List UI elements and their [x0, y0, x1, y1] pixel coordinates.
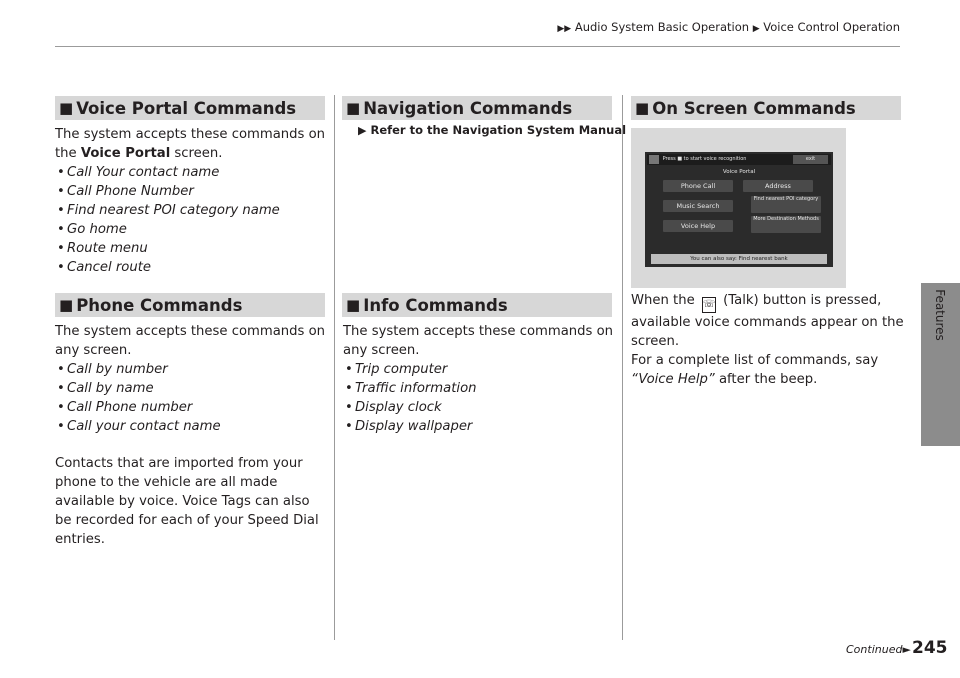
reference-arrow-icon: ▶ [358, 124, 367, 137]
music-search-button[interactable]: Music Search [663, 200, 733, 212]
breadcrumb-item: Voice Control Operation [763, 20, 900, 34]
exit-button[interactable]: exit [793, 155, 828, 164]
more-destination-methods-button[interactable]: More Destination Methods [751, 216, 821, 233]
breadcrumb-item: Audio System Basic Operation [574, 20, 750, 34]
on-screen-commands-heading: ■ On Screen Commands [631, 96, 901, 120]
voice-portal-screenshot [631, 128, 846, 288]
list-item: • Call your contact name [55, 417, 330, 436]
side-tab-label [920, 245, 960, 385]
voice-portal-screen [645, 152, 833, 267]
talk-icon [649, 155, 659, 164]
talk-button-icon: ☏ [702, 297, 716, 313]
column-divider [334, 95, 335, 640]
screen-title: Voice Portal [722, 169, 756, 175]
phone-call-button[interactable]: Phone Call [663, 180, 733, 192]
navigation-commands-heading: ■ Navigation Commands [342, 96, 612, 120]
phone-list [55, 360, 330, 436]
square-bullet-icon: ■ [59, 296, 74, 314]
double-arrow-icon: ▶▶ [557, 24, 572, 34]
continued-label: Continued► [846, 643, 911, 656]
list-item: • Display wallpaper [343, 417, 615, 436]
square-bullet-icon: ■ [59, 99, 74, 117]
voice-help-description: For a complete list of commands, say “Voice Help” after the beep. [631, 353, 879, 387]
info-intro: The system accepts these commands on any screen. [343, 324, 614, 358]
talk-description: When the ☏ (Talk) button is pressed, available voice commands appear on the screen. [631, 293, 904, 349]
phone-section [55, 322, 330, 549]
voice-portal-section [55, 125, 330, 277]
list-item: • Call Phone Number [55, 182, 330, 201]
square-bullet-icon: ■ [346, 296, 361, 314]
continued-arrow-icon: ► [902, 643, 911, 656]
top-divider [55, 46, 900, 47]
phone-note: Contacts that are imported from your phone to the vehicle are all made available by voice. Voice Tags can also be recorded for each of your Speed Dial entries. [55, 456, 319, 547]
navigation-reference: ▶ Refer to the Navigation System Manual [358, 123, 627, 137]
phone-commands-heading: ■ Phone Commands [55, 293, 325, 317]
list-item: • Find nearest POI category name [55, 201, 330, 220]
side-tab-text: Features [933, 289, 948, 341]
list-item: • Traffic information [343, 379, 615, 398]
voice-portal-intro: The system accepts these commands on the Voice Portal screen. [55, 127, 326, 161]
on-screen-description [631, 291, 911, 389]
breadcrumb [557, 20, 900, 34]
find-nearest-poi-button[interactable]: Find nearest POI category [751, 196, 821, 213]
voice-help-button[interactable]: Voice Help [663, 220, 733, 232]
column-divider [622, 95, 623, 640]
list-item: • Call by number [55, 360, 330, 379]
voice-portal-heading: ■ Voice Portal Commands [55, 96, 325, 120]
address-button[interactable]: Address [743, 180, 813, 192]
square-bullet-icon: ■ [635, 99, 650, 117]
list-item: • Go home [55, 220, 330, 239]
list-item: • Cancel route [55, 258, 330, 277]
list-item: • Call Phone number [55, 398, 330, 417]
list-item: • Display clock [343, 398, 615, 417]
info-section [343, 322, 615, 436]
list-item: • Trip computer [343, 360, 615, 379]
info-commands-heading: ■ Info Commands [342, 293, 612, 317]
phone-intro: The system accepts these commands on any screen. [55, 324, 326, 358]
voice-portal-list [55, 163, 330, 277]
list-item: • Call Your contact name [55, 163, 330, 182]
screen-top-bar: Press ■ to start voice recognition exit [647, 154, 831, 165]
square-bullet-icon: ■ [346, 99, 361, 117]
arrow-icon: ▶ [752, 24, 760, 34]
list-item: • Route menu [55, 239, 330, 258]
screen-footer: You can also say: Find nearest bank [651, 254, 827, 264]
list-item: • Call by name [55, 379, 330, 398]
info-list [343, 360, 615, 436]
page-number: 245 [912, 638, 948, 658]
